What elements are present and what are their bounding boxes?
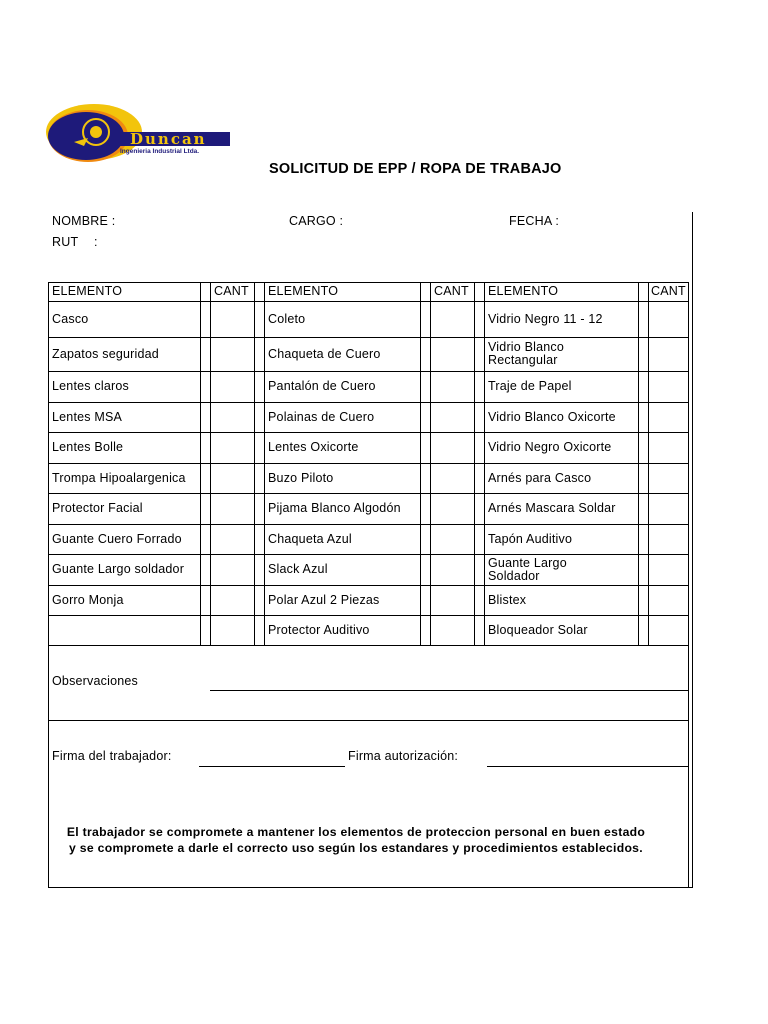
quantity-field[interactable]	[649, 302, 689, 336]
element-cell: Polainas de Cuero	[268, 409, 375, 424]
element-cell: Trompa Hipoalargenica	[52, 470, 186, 485]
element-cell: Pijama Blanco Algodón	[268, 501, 401, 515]
quantity-field[interactable]	[431, 525, 471, 553]
quantity-field[interactable]	[649, 464, 689, 492]
element-cell: Guante Cuero Forrado	[52, 531, 182, 546]
element-cell	[52, 615, 197, 645]
quantity-field[interactable]	[211, 372, 251, 401]
element-cell: Coleto	[268, 311, 306, 326]
element-cell: Lentes claros	[52, 379, 129, 393]
quantity-field[interactable]	[431, 302, 471, 336]
quantity-field[interactable]	[211, 616, 251, 644]
quantity-field[interactable]	[649, 403, 689, 431]
quantity-field[interactable]	[211, 555, 251, 584]
firma-autorizacion-line[interactable]	[487, 766, 688, 767]
element-cell: Arnés para Casco	[488, 470, 592, 485]
quantity-field[interactable]	[649, 616, 689, 644]
element-cell: Protector Auditivo	[268, 622, 370, 637]
quantity-field[interactable]	[649, 555, 689, 584]
commitment-line-2: y se compromete a darle el correcto uso según los estandares y procedimientos establecidos.	[69, 841, 643, 855]
element-cell: Zapatos seguridad	[52, 346, 159, 361]
quantity-field[interactable]	[431, 403, 471, 431]
table-column-line	[484, 282, 485, 645]
header-cant-3: CANT	[651, 284, 686, 298]
rut-colon: :	[94, 235, 98, 249]
quantity-field[interactable]	[649, 586, 689, 614]
header-elemento-1: ELEMENTO	[52, 284, 123, 298]
quantity-field[interactable]	[431, 494, 471, 523]
header-elemento-3: ELEMENTO	[488, 284, 559, 298]
commitment-text	[50, 824, 662, 856]
element-cell: Traje de Papel	[488, 379, 572, 393]
table-column-line	[264, 282, 265, 645]
nombre-label: NOMBRE :	[52, 214, 116, 228]
logo-subtitle: Ingenieria Industrial Ltda.	[120, 148, 200, 155]
quantity-field[interactable]	[211, 586, 251, 614]
quantity-field[interactable]	[649, 433, 689, 462]
quantity-field[interactable]	[211, 302, 251, 336]
element-cell: Vidrio Blanco Oxicorte	[488, 409, 616, 424]
element-cell: Lentes Oxicorte	[268, 440, 359, 454]
header-elemento-2: ELEMENTO	[268, 284, 339, 298]
company-logo	[44, 98, 234, 168]
quantity-field[interactable]	[211, 525, 251, 553]
quantity-field[interactable]	[649, 338, 689, 370]
table-top-line	[48, 282, 689, 283]
quantity-field[interactable]	[431, 433, 471, 462]
element-cell: Lentes MSA	[52, 409, 123, 424]
element-cell: Chaqueta de Cuero	[268, 346, 381, 361]
quantity-field[interactable]	[211, 433, 251, 462]
element-cell: Casco	[52, 311, 89, 326]
element-cell: Guante Largo Soldador	[488, 555, 567, 583]
cargo-label: CARGO :	[289, 214, 344, 228]
element-cell: Slack Azul	[268, 562, 328, 576]
element-cell: Vidrio Negro Oxicorte	[488, 440, 612, 454]
section-divider	[48, 720, 689, 721]
element-cell: Protector Facial	[52, 501, 143, 515]
header-cant-1: CANT	[214, 284, 249, 298]
frame-bottom-line	[48, 887, 693, 888]
table-row-line	[48, 645, 689, 646]
element-cell: Polar Azul 2 Piezas	[268, 592, 380, 607]
element-cell: Lentes Bolle	[52, 440, 124, 454]
element-cell: Buzo Piloto	[268, 470, 334, 485]
table-column-line	[474, 282, 475, 645]
table-column-line	[200, 282, 201, 645]
firma-trabajador-label: Firma del trabajador:	[52, 749, 172, 763]
form-title: SOLICITUD DE EPP / ROPA DE TRABAJO	[269, 161, 562, 177]
quantity-field[interactable]	[431, 555, 471, 584]
element-cell: Chaqueta Azul	[268, 531, 352, 546]
quantity-field[interactable]	[431, 372, 471, 401]
quantity-field[interactable]	[431, 616, 471, 644]
quantity-field[interactable]	[431, 586, 471, 614]
logo-name: Duncan	[130, 130, 207, 148]
observaciones-line-1[interactable]	[210, 690, 688, 691]
element-cell: Tapón Auditivo	[488, 531, 573, 546]
observaciones-label: Observaciones	[52, 674, 138, 688]
element-cell: Guante Largo soldador	[52, 562, 185, 576]
quantity-field[interactable]	[431, 464, 471, 492]
quantity-field[interactable]	[649, 494, 689, 523]
element-cell: Bloqueador Solar	[488, 622, 588, 637]
firma-trabajador-line[interactable]	[199, 766, 345, 767]
element-cell: Blistex	[488, 592, 527, 607]
table-column-line	[638, 282, 639, 645]
quantity-field[interactable]	[431, 338, 471, 370]
table-column-line	[254, 282, 255, 645]
fecha-label: FECHA :	[509, 214, 560, 228]
element-cell: Gorro Monja	[52, 592, 124, 607]
header-cant-2: CANT	[434, 284, 469, 298]
table-column-line	[420, 282, 421, 645]
commitment-line-1: El trabajador se compromete a mantener los elementos de proteccion personal en buen estado	[66, 825, 646, 839]
quantity-field[interactable]	[649, 372, 689, 401]
element-cell: Vidrio Blanco Rectangular	[488, 340, 565, 367]
firma-autorizacion-label: Firma autorización:	[348, 749, 459, 763]
quantity-field[interactable]	[649, 525, 689, 553]
quantity-field[interactable]	[211, 403, 251, 431]
quantity-field[interactable]	[211, 338, 251, 370]
quantity-field[interactable]	[211, 494, 251, 523]
element-cell: Arnés Mascara Soldar	[488, 501, 616, 515]
frame-right-line	[692, 212, 693, 888]
element-cell: Vidrio Negro 11 - 12	[488, 311, 603, 326]
rut-label: RUT	[52, 235, 79, 249]
quantity-field[interactable]	[211, 464, 251, 492]
element-cell: Pantalón de Cuero	[268, 379, 376, 393]
